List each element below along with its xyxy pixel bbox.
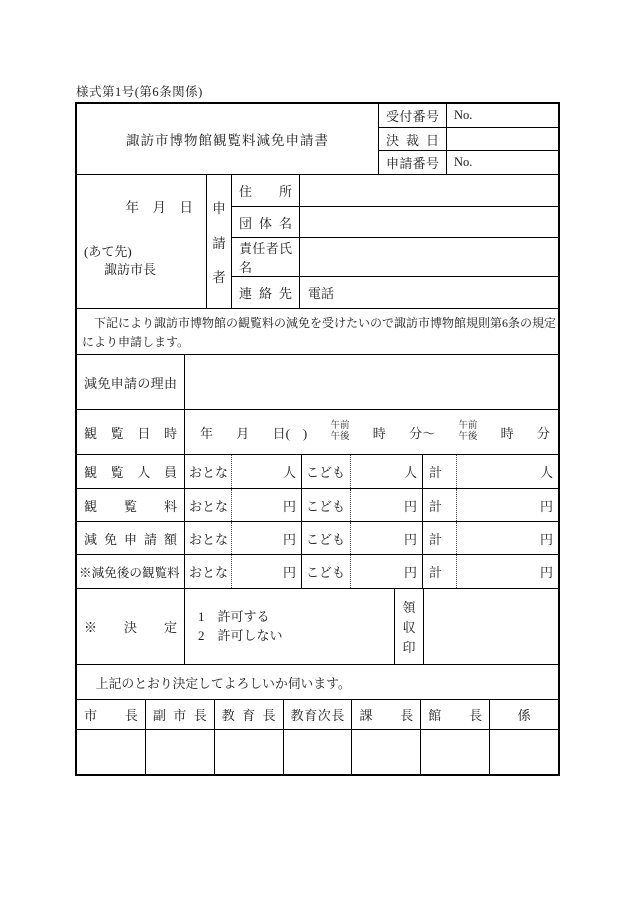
- receipt-number-value: No.: [454, 107, 473, 122]
- statement-line-1: 下記により諏訪市博物館の観覧料の減免を受けたいので諏訪市博物館規則第6条の規定: [82, 315, 557, 330]
- date-addressee-cell: [77, 175, 207, 308]
- application-number-label: 申請番号: [386, 156, 439, 172]
- reason-label: 減免申請の理由: [84, 375, 177, 391]
- child-exemption-unit: 円: [403, 531, 417, 547]
- total-label: 計: [423, 555, 457, 588]
- total-label: 計: [423, 455, 457, 488]
- approval-col-mayor: 市長: [84, 708, 138, 723]
- child-count-unit: 人: [403, 465, 417, 480]
- approval-stamp-cell: [215, 730, 284, 774]
- total-count-unit: 人: [539, 465, 553, 480]
- approval-date-row: [379, 128, 558, 152]
- contact-row: [232, 277, 558, 308]
- organization-input-area: [300, 207, 558, 238]
- child-label: こども: [302, 522, 351, 554]
- receipt-stamp-area: [424, 589, 558, 664]
- child-label: こども: [302, 555, 351, 588]
- decision-option-deny: 2 許可しない: [198, 627, 283, 643]
- addressee-prefix: (あて先): [84, 244, 132, 259]
- header-fields: [379, 104, 558, 174]
- address-label: 住所: [239, 183, 292, 199]
- receipt-stamp-label: 領 収 印: [395, 589, 424, 664]
- fee-after-exemption-row: [77, 555, 558, 589]
- approval-col-deputy-mayor: 副市長: [152, 708, 207, 723]
- applicant-row: [77, 175, 558, 309]
- child-after-unit: 円: [403, 565, 417, 580]
- visitor-count-row: [77, 455, 558, 489]
- total-exemption-unit: 円: [539, 531, 553, 547]
- decision-row: [77, 589, 558, 665]
- adult-label: おとな: [185, 489, 232, 521]
- exemption-amount-label: 減免申請額: [84, 531, 177, 547]
- approval-stamp-cell: [352, 730, 421, 774]
- approval-col-section-chief: 課長: [359, 708, 414, 723]
- decision-options: [185, 589, 395, 664]
- total-fee-unit: 円: [539, 498, 553, 514]
- confirmation-text: 上記のとおり決定してよろしいか伺います。: [77, 665, 558, 700]
- day-unit: 日( ): [272, 425, 308, 441]
- contact-phone-label: 電話: [308, 286, 335, 302]
- date-line: 年 月 日: [125, 200, 193, 215]
- am-pm-from: 午前 午後: [330, 420, 350, 442]
- receipt-number-row: [379, 104, 558, 128]
- child-fee-unit: 円: [403, 498, 417, 514]
- contact-label: 連絡先: [239, 286, 292, 302]
- addressee-name: 諏訪市長: [104, 261, 157, 277]
- approval-stamp-row: [77, 730, 558, 774]
- approval-col-staff: 係: [517, 708, 531, 723]
- approval-col-museum-director: 館長: [428, 708, 483, 723]
- visit-datetime-label: 観覧日時: [84, 425, 177, 441]
- organization-label: 団体名: [239, 215, 292, 231]
- hour-from-unit: 時: [372, 425, 386, 441]
- approval-stamp-cell: [77, 730, 146, 774]
- approval-date-label: 決裁日: [386, 132, 439, 148]
- adult-exemption-unit: 円: [282, 531, 296, 547]
- approval-stamp-cell: [284, 730, 353, 774]
- year-unit: 年: [200, 425, 214, 441]
- visit-datetime-row: [77, 410, 558, 455]
- form-title-cell: [77, 104, 379, 174]
- approval-header-row: [77, 700, 558, 730]
- responsible-person-input-area: [300, 238, 558, 276]
- applicant-vertical-label: 申 請 者: [207, 175, 232, 308]
- fee-after-exemption-label: ※減免後の観覧料: [79, 566, 180, 580]
- form-number: 様式第1号(第6条関係): [76, 85, 203, 99]
- receipt-number-label: 受付番号: [386, 108, 439, 124]
- total-label: 計: [423, 522, 457, 554]
- header-row: [77, 104, 558, 175]
- applicant-fields: [232, 175, 558, 308]
- minute-from-unit: 分～: [409, 425, 436, 441]
- application-number-row: [379, 151, 558, 174]
- adult-fee-unit: 円: [282, 498, 296, 514]
- exemption-amount-row: [77, 522, 558, 555]
- decision-option-permit: 1 許可する: [198, 608, 270, 624]
- reason-input-area: [185, 355, 558, 409]
- responsible-person-row: [232, 238, 558, 277]
- adult-label: おとな: [185, 555, 232, 588]
- adult-count-unit: 人: [282, 465, 296, 480]
- responsible-person-label: 責任者氏名: [239, 241, 292, 276]
- application-number-value: No.: [454, 155, 473, 170]
- addressee: [77, 243, 206, 278]
- am-pm-to: 午前 午後: [458, 420, 478, 442]
- adult-label: おとな: [185, 522, 232, 554]
- application-form-table: [75, 102, 560, 776]
- approval-col-education-deputy: 教育次長: [290, 708, 345, 723]
- statement-text: [77, 309, 558, 355]
- child-label: こども: [302, 455, 351, 488]
- total-after-unit: 円: [539, 565, 553, 580]
- admission-fee-row: [77, 489, 558, 522]
- visitor-count-label: 観覧人員: [84, 465, 177, 480]
- hour-to-unit: 時: [500, 425, 514, 441]
- address-row: [232, 175, 558, 207]
- form-title: 諏訪市博物館観覧料減免申請書: [126, 133, 329, 148]
- approval-stamp-cell: [490, 730, 558, 774]
- approval-stamp-cell: [146, 730, 215, 774]
- address-input-area: [300, 175, 558, 206]
- adult-after-unit: 円: [282, 565, 296, 580]
- visit-datetime-fields: [185, 410, 558, 454]
- minute-to-unit: 分: [536, 425, 550, 441]
- organization-row: [232, 207, 558, 239]
- adult-label: おとな: [185, 455, 232, 488]
- total-label: 計: [423, 489, 457, 521]
- decision-label: ※決定: [84, 620, 177, 635]
- child-label: こども: [302, 489, 351, 521]
- admission-fee-label: 観覧料: [84, 498, 177, 514]
- approval-col-education-director: 教育長: [221, 708, 276, 723]
- reason-row: [77, 355, 558, 410]
- month-unit: 月: [236, 425, 250, 441]
- statement-line-2: により申請します。: [82, 334, 190, 349]
- approval-stamp-cell: [421, 730, 490, 774]
